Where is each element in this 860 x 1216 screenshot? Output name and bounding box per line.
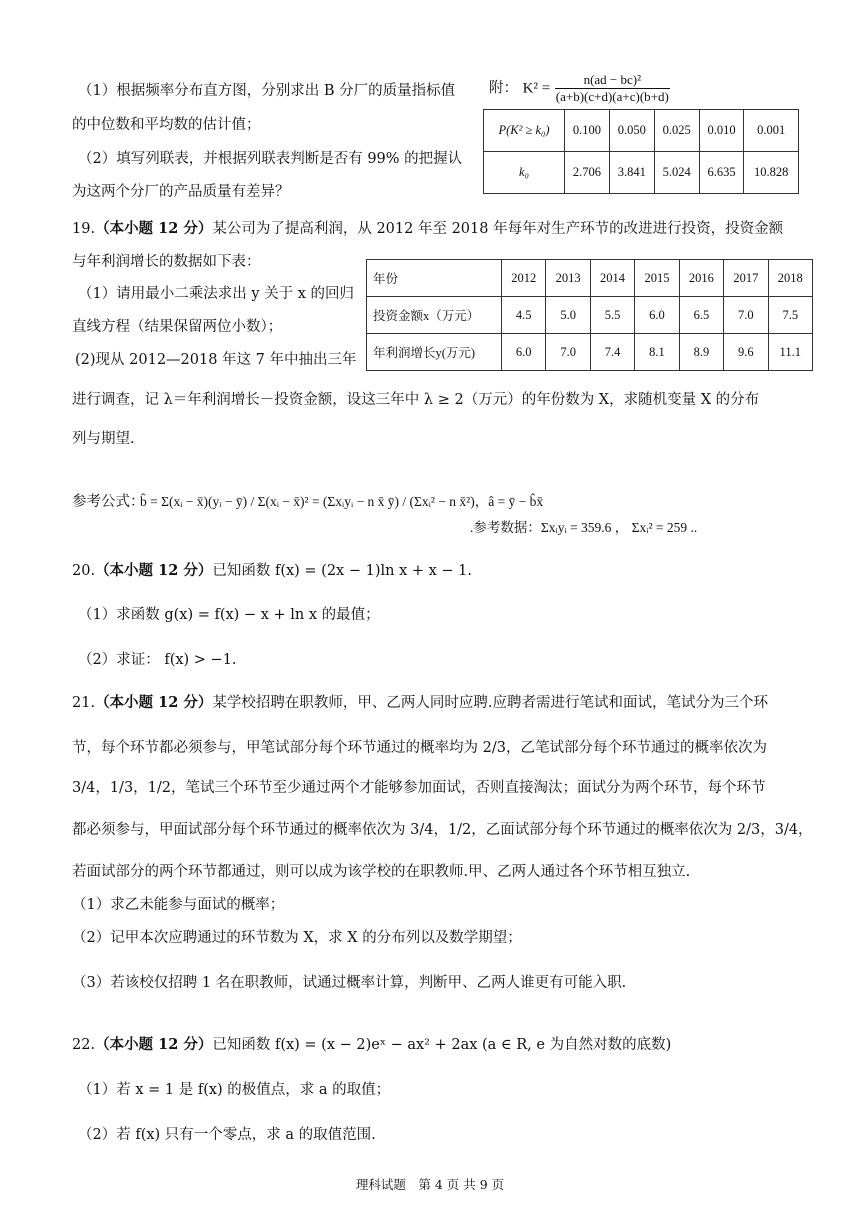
- p-value-cell: 0.100: [565, 110, 610, 152]
- table-header-cell: 2017: [724, 260, 768, 297]
- q21-stem-line2: 节，每个环节都必须参与，甲笔试部分每个环节通过的概率均为 2/3，乙笔试部分每个环节通过的概率依次为: [72, 740, 767, 756]
- k2-formula-fraction: [555, 72, 670, 105]
- q21-stem-line1: [72, 693, 768, 713]
- q22-sub1: （1）若 x = 1 是 f(x) 的极值点，求 a 的取值；: [78, 1082, 391, 1098]
- table-header-cell: 2012: [502, 260, 546, 297]
- k-value-cell: 5.024: [654, 152, 699, 194]
- q21-sub2: （2）记甲本次应聘通过的环节数为 X，求 X 的分布列以及数学期望；: [72, 930, 522, 946]
- table-cell: 7.4: [590, 334, 634, 371]
- q22-sub2: （2）若 f(x) 只有一个零点，求 a 的取值范围.: [78, 1127, 376, 1143]
- p-value-cell: 0.025: [654, 110, 699, 152]
- table-header-cell: 2014: [590, 260, 634, 297]
- table-cell: 6.0: [635, 297, 679, 334]
- k2-critical-table: [483, 109, 799, 194]
- table-row: [367, 297, 813, 334]
- q20-points: （本小题 12 分）: [95, 562, 213, 579]
- q19-sub2-line1: (2)现从 2012—2018 年这 7 年中抽出三年: [75, 352, 357, 368]
- q21-points: （本小题 12 分）: [95, 694, 213, 711]
- q19-sub2-line2: 进行调查，记 λ＝年利润增长－投资金额，设这三年中 λ ≥ 2（万元）的年份数为 X，求随机变量 X 的分布: [72, 392, 760, 408]
- table-cell: 6.0: [502, 334, 546, 371]
- ref-data-values: Σxᵢyᵢ = 359.6 ， Σxᵢ² = 259 ..: [540, 520, 698, 535]
- q19-reference-data: [470, 518, 697, 538]
- q19-reference-label: 参考公式：: [72, 494, 145, 510]
- q18-appendix: [489, 72, 670, 105]
- q21-text: 某学校招聘在职教师，甲、乙两人同时应聘.应聘者需进行笔试和面试，笔试分为三个环: [212, 695, 768, 711]
- p-value-cell: 0.010: [699, 110, 744, 152]
- table-cell: 8.1: [635, 334, 679, 371]
- q19-stem-line1: [72, 219, 783, 239]
- table-header-cell: 2018: [768, 260, 812, 297]
- row-label: 年利润增长y(万元): [367, 334, 502, 371]
- q21-stem-line5: 若面试部分的两个环节都通过，则可以成为该学校的在职教师.甲、乙两人通过各个环节相互独立.: [72, 864, 691, 880]
- q19-reference-formula: b̂ = Σ(xᵢ − x̄)(yᵢ − ȳ) / Σ(xᵢ − x̄)² = (Σxᵢyᵢ − n x̄ ȳ) / (Σxᵢ² − n x̄²)，â = ȳ − b̂x̄: [140, 494, 544, 509]
- q19-stem-line2: 与年利润增长的数据如下表：: [72, 254, 261, 270]
- q22-text: 已知函数 f(x) = (x − 2)eˣ − ax² + 2ax (a ∈ R, e 为自然对数的底数): [212, 1037, 672, 1053]
- q18-part2-line1: （2）填写列联表，并根据列联表判断是否有 99% 的把握认: [78, 151, 463, 167]
- table-cell: 7.0: [724, 297, 768, 334]
- q19-sub1-line2: 直线方程（结果保留两位小数）；: [72, 319, 283, 335]
- q18-part1-line1: （1）根据频率分布直方图，分别求出 B 分厂的质量指标值: [78, 83, 456, 99]
- q20-stem: [72, 561, 472, 581]
- p-value-cell: 0.050: [609, 110, 654, 152]
- appendix-label: 附：: [489, 80, 518, 97]
- q19-points: （本小题 12 分）: [95, 220, 213, 237]
- k-value-cell: 3.841: [609, 152, 654, 194]
- table-cell: 6.5: [679, 297, 723, 334]
- table-cell: 8.9: [679, 334, 723, 371]
- table-header-cell: 年份: [367, 260, 502, 297]
- row-label: 投资金额x（万元）: [367, 297, 502, 334]
- table-cell: 7.5: [768, 297, 812, 334]
- table-cell: 5.5: [590, 297, 634, 334]
- table-cell: 7.0: [546, 334, 590, 371]
- page-footer: 理科试题 第 4 页 共 9 页: [355, 1177, 505, 1192]
- q18-part1-line2: 的中位数和平均数的估计值；: [72, 117, 261, 133]
- q21-number: 21.: [72, 695, 96, 711]
- q22-stem: [72, 1035, 671, 1055]
- k-value-cell: 2.706: [565, 152, 610, 194]
- investment-profit-table: [366, 259, 813, 371]
- table-header-cell: 2013: [546, 260, 590, 297]
- table-row: [367, 334, 813, 371]
- table-header-cell: 2016: [679, 260, 723, 297]
- table-cell: 5.0: [546, 297, 590, 334]
- k2-row2-header: k₀: [484, 152, 565, 194]
- q20-sub1: （1）求函数 g(x) = f(x) − x + ln x 的最值；: [78, 607, 380, 623]
- k2-denominator: (a+b)(c+d)(a+c)(b+d): [555, 89, 669, 104]
- ref-data-label: .参考数据：: [470, 520, 541, 535]
- table-cell: 4.5: [502, 297, 546, 334]
- k2-formula-lhs: K² =: [522, 80, 551, 97]
- q18-part2-line2: 为这两个分厂的产品质量有差异？: [72, 184, 290, 200]
- q19-text: 某公司为了提高利润，从 2012 年至 2018 年每年对生产环节的改进进行投资，投资金额: [212, 221, 784, 237]
- k2-numerator: n(ad − bc)²: [555, 72, 670, 89]
- q21-stem-line3: 3/4，1/3，1/2，笔试三个环节至少通过两个才能够参加面试，否则直接淘汰；面试分为两个环节，每个环节: [72, 780, 766, 796]
- q22-number: 22.: [72, 1037, 96, 1053]
- k-value-cell: 6.635: [699, 152, 744, 194]
- q19-number: 19.: [72, 221, 96, 237]
- q19-sub1-line1: （1）请用最小二乘法求出 y 关于 x 的回归: [78, 286, 355, 302]
- q22-points: （本小题 12 分）: [95, 1036, 213, 1053]
- table-cell: 9.6: [724, 334, 768, 371]
- table-header-cell: 2015: [635, 260, 679, 297]
- q21-stem-line4: 都必须参与，甲面试部分每个环节通过的概率依次为 3/4，1/2，乙面试部分每个环节通过的概率依次为 2/3，3/4，: [72, 822, 813, 838]
- k2-row1-header: P(K² ≥ k₀): [484, 110, 565, 152]
- p-value-cell: 0.001: [744, 110, 799, 152]
- table-cell: 11.1: [768, 334, 812, 371]
- q20-number: 20.: [72, 563, 96, 579]
- q21-sub1: （1）求乙未能参与面试的概率；: [72, 897, 285, 913]
- q21-sub3: （3）若该校仅招聘 1 名在职教师，试通过概率计算，判断甲、乙两人谁更有可能入职.: [72, 975, 627, 991]
- q20-text: 已知函数 f(x) = (2x − 1)ln x + x − 1.: [212, 563, 472, 579]
- q20-sub2: （2）求证： f(x) > −1.: [78, 652, 237, 668]
- k-value-cell: 10.828: [744, 152, 799, 194]
- q19-sub2-line3: 列与期望.: [72, 431, 135, 447]
